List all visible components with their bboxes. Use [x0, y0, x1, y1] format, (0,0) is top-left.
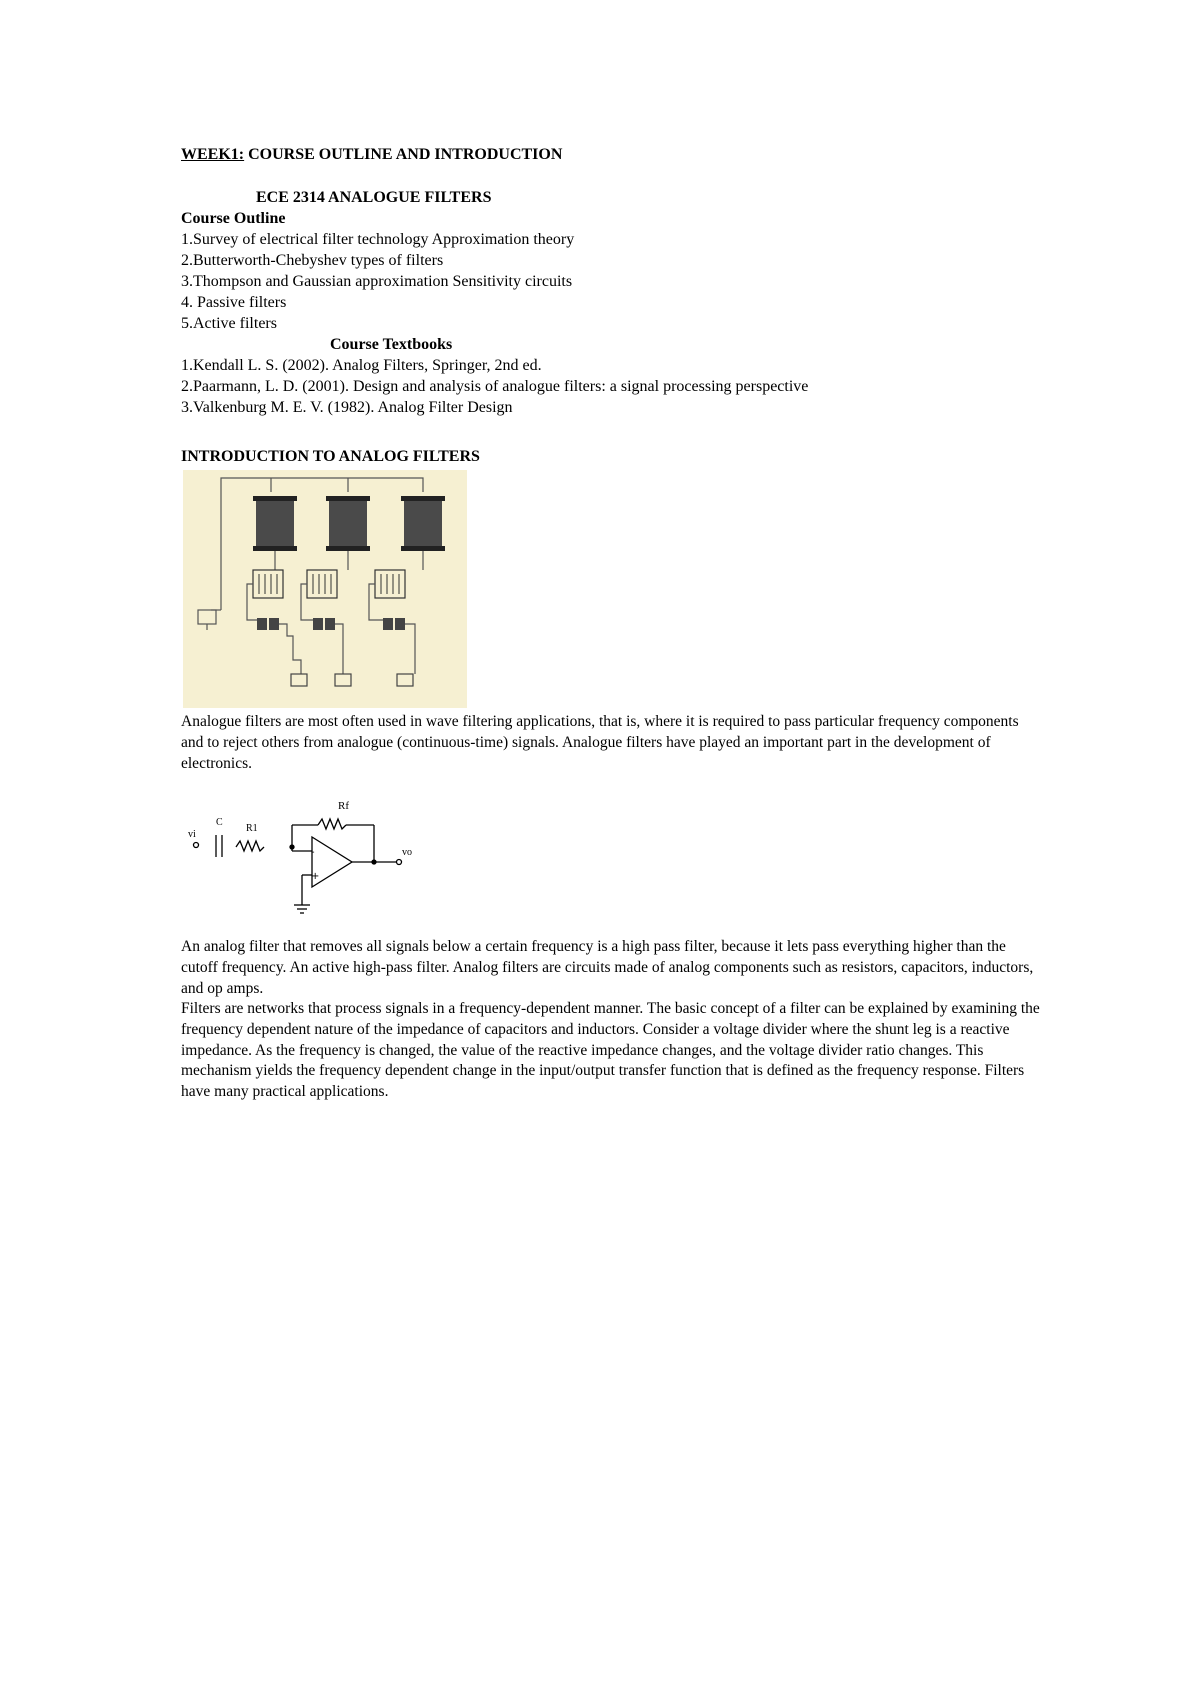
label-c: C [216, 817, 223, 828]
outline-item: 5.Active filters [181, 315, 277, 332]
receiver-2a [313, 618, 323, 630]
patent-filter-drawing [183, 470, 467, 708]
opamp-plus-sign: + [311, 871, 320, 882]
outline-item: 2.Butterworth-Chebyshev types of filters [181, 252, 444, 269]
label-rf: Rf [338, 800, 349, 812]
textbooks-heading: Course Textbooks [330, 336, 453, 353]
textbook-item: 3.Valkenburg M. E. V. (1982). Analog Filter Design [181, 399, 513, 416]
course-title: ECE 2314 ANALOGUE FILTERS [256, 189, 492, 206]
outline-heading: Course Outline [181, 210, 286, 227]
coil-3 [404, 498, 442, 548]
intro-paragraph-2: An analog filter that removes all signals below a certain frequency is a high pass filter, because it lets pass everything higher than the cutoff frequency. An active high-pass filter. Analog filters are circuits made of analog components such as resistors, capacitors, inductors, and op amps. [181, 938, 1034, 997]
receiver-3a [383, 618, 393, 630]
active-high-pass-circuit [180, 795, 440, 925]
week-title: COURSE OUTLINE AND INTRODUCTION [244, 146, 563, 163]
label-vo: vo [402, 847, 412, 858]
textbook-item: 2.Paarmann, L. D. (2001). Design and analysis of analogue filters: a signal processing perspective [181, 378, 809, 395]
coil-1 [256, 498, 294, 548]
outline-item: 3.Thompson and Gaussian approximation Sensitivity circuits [181, 273, 573, 290]
label-vi: vi [188, 829, 196, 840]
week-heading [181, 145, 562, 165]
intro-paragraph-1: Analogue filters are most often used in wave filtering applications, that is, where it is required to pass particular frequency components and to reject others from analogue (continuous-time) signals. Analogue filters have played an important part in the development of electronics. [181, 713, 1019, 772]
week-label: WEEK1: [181, 146, 245, 163]
intro-heading: INTRODUCTION TO ANALOG FILTERS [181, 448, 480, 465]
coil-2 [329, 498, 367, 548]
output-node [397, 860, 402, 865]
opamp-minus-sign: - [311, 847, 315, 858]
label-r1: R1 [246, 823, 258, 834]
receiver-3b [395, 618, 405, 630]
input-resistor [236, 841, 264, 851]
feedback-resistor [318, 819, 346, 829]
receiver-1a [257, 618, 267, 630]
receiver-1b [269, 618, 279, 630]
intro-paragraph-3: Filters are networks that process signals in a frequency-dependent manner. The basic concept of a filter can be explained by examining the frequency dependent nature of the impedance of capacitors and inductors. Consider a voltage divider where the shunt leg is a reactive impedance. As the frequency is changed, the value of the reactive impedance changes, and the voltage divider ratio changes. This mechanism yields the frequency dependent change in the input/output transfer function that is defined as the frequency response. Filters have many practical applications. [181, 1000, 1040, 1101]
outline-item: 4. Passive filters [181, 294, 287, 311]
receiver-2b [325, 618, 335, 630]
outline-item: 1.Survey of electrical filter technology Approximation theory [181, 231, 575, 248]
textbook-item: 1.Kendall L. S. (2002). Analog Filters, Springer, 2nd ed. [181, 357, 542, 374]
input-node [194, 843, 199, 848]
